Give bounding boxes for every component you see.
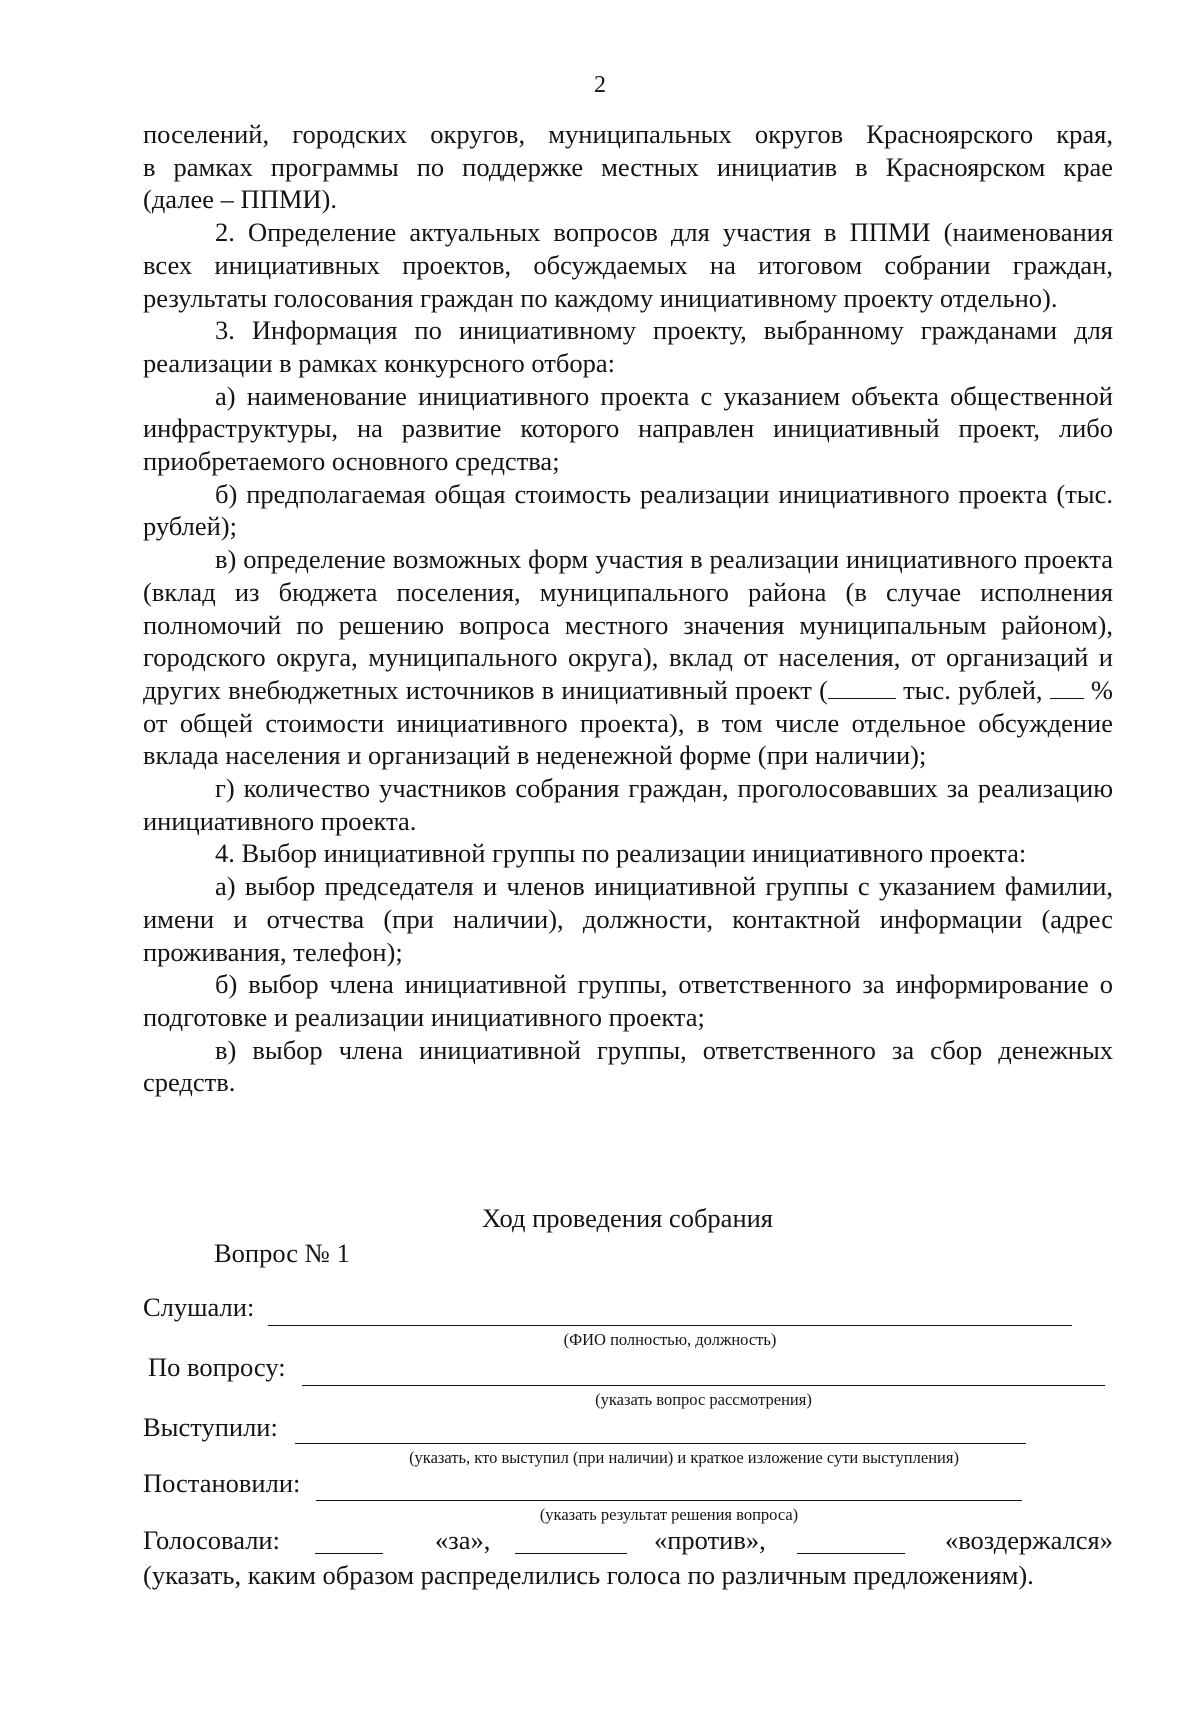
votes-abstained-blank[interactable]: [797, 1553, 905, 1554]
question-label: Вопрос № 1: [214, 1238, 350, 1268]
resolved-line[interactable]: [316, 1500, 1022, 1501]
voting-row: [143, 1525, 1113, 1559]
topic-hint: (указать вопрос рассмотрения): [595, 1390, 812, 1409]
intro-line-3: (далее – ППМИ).: [143, 184, 337, 215]
speakers-line[interactable]: [295, 1443, 1026, 1444]
heard-hint: (ФИО полностью, должность): [563, 1330, 777, 1349]
item-3-g: г) количество участников собрания граждан, проголосовавших за реализацию инициативного проекта.: [143, 773, 1113, 836]
page-number: 2: [594, 72, 606, 98]
votes-against-blank[interactable]: [515, 1553, 627, 1554]
item-3-v: [143, 543, 1113, 772]
item-2-number: 2.: [215, 217, 235, 248]
votes-abstained-label: «воздержался»: [944, 1525, 1113, 1555]
item-3-v-part2: тыс. рублей,: [895, 674, 1050, 705]
votes-against-label: «против»,: [654, 1525, 766, 1555]
votes-for-label: «за»,: [435, 1525, 491, 1555]
item-4-a: а) выбор председателя и членов инициативной группы с указанием фамилии, имени и отчества (при наличии), должности, контактной информации (адрес проживания, телефон);: [143, 871, 1113, 967]
heard-line[interactable]: [268, 1325, 1072, 1326]
resolved-hint: (указать результат решения вопроса): [539, 1505, 799, 1524]
votes-for-blank[interactable]: [315, 1553, 383, 1554]
item-3-intro: 3. Информация по инициативному проекту, выбранному гражданами для реализации в рамках конкурсного отбора:: [143, 315, 1113, 378]
topic-line[interactable]: [302, 1385, 1105, 1386]
heard-label: Слушали:: [143, 1292, 255, 1322]
voting-note: (указать, каким образом распределились голоса по различным предложениям).: [143, 1560, 1034, 1590]
speakers-label: Выступили:: [143, 1412, 278, 1442]
item-3-a: а) наименование инициативного проекта с указанием объекта общественной инфраструктуры, на развитие которого направлен инициативный проект, либо приобретаемого основного средства;: [143, 380, 1113, 477]
item-4-intro: 4. Выбор инициативной группы по реализации инициативного проекта:: [215, 838, 1027, 869]
item-4-v: в) выбор члена инициативной группы, ответственного за сбор денежных средств.: [143, 1034, 1113, 1098]
item-3-v-part1: в) определение возможных форм участия в реализации инициативного проекта (вклад из бюджета поселения, муниципального района (в случае исполнения полномочий по решению вопроса местного значения муниципальным районом), городского округа, муниципального округа), вклад от населения, от организаций и других внебюджетных источников в инициативный проект (: [143, 544, 1113, 705]
resolved-label: Постановили:: [143, 1468, 301, 1498]
meeting-title: Ход проведения собрания: [482, 1203, 773, 1233]
document-body: [143, 118, 1113, 1099]
topic-label: По вопросу:: [148, 1352, 286, 1382]
voting-label: Голосовали:: [143, 1525, 280, 1555]
amount-blank: [828, 674, 896, 699]
speakers-hint: (указать, кто выступил (при наличии) и краткое изложение сути выступления): [409, 1448, 959, 1467]
percent-blank: [1050, 674, 1084, 699]
item-2-text: Определение актуальных вопросов для участия в ППМИ (наименования всех инициативных проектов, обсуждаемых на итоговом собрании граждан, результаты голосования граждан по каждому инициативному проекту отдельно).: [143, 217, 1114, 313]
item-3-b: б) предполагаемая общая стоимость реализации инициативного проекта (тыс. рублей);: [143, 478, 1113, 542]
item-2: [143, 216, 1113, 314]
item-4-b: б) выбор члена инициативной группы, ответственного за информирование о подготовке и реализации инициативного проекта;: [143, 969, 1113, 1032]
intro-line-1: поселений, городских округов, муниципальных округов Красноярского края,: [143, 119, 1113, 149]
intro-line-2: в рамках программы по поддержке местных инициатив в Красноярском крае: [143, 151, 1113, 182]
item-3-v-part3: % от общей стоимости инициативного проекта), в том числе отдельное обсуждение вклада населения и организаций в неденежной форме (при наличии);: [143, 674, 1113, 771]
